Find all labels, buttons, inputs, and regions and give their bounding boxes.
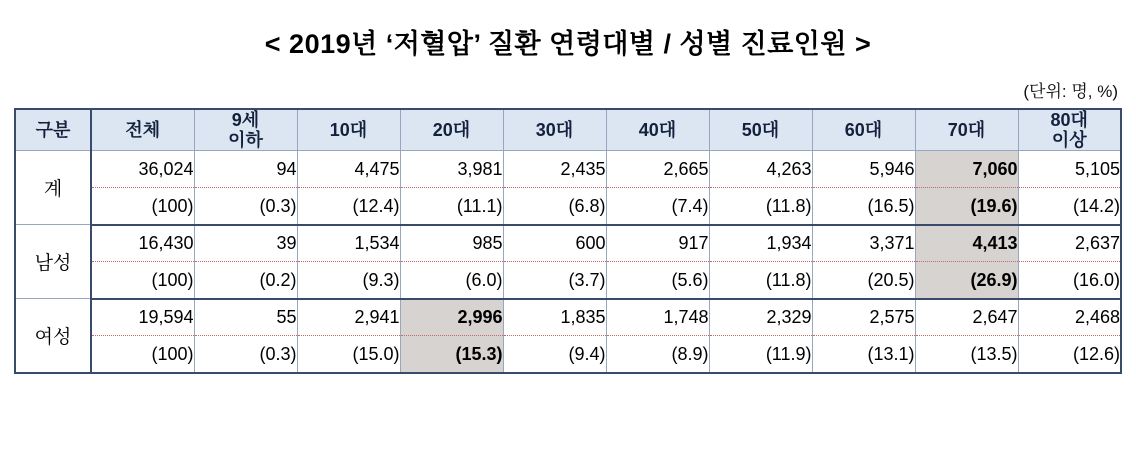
cell-percent: (11.8) [709, 188, 812, 225]
header-line-1: 9세 [231, 110, 260, 130]
cell-percent: (16.0) [1018, 262, 1121, 299]
column-header-80s-plus [1018, 109, 1121, 151]
cell-count: 55 [194, 299, 297, 336]
cell-percent: (15.0) [297, 336, 400, 373]
cell-count: 1,748 [606, 299, 709, 336]
cell-count: 2,435 [503, 151, 606, 188]
cell-percent: (5.6) [606, 262, 709, 299]
cell-percent: (0.3) [194, 336, 297, 373]
row-label-female: 여성 [15, 299, 91, 373]
cell-percent-highlight: (26.9) [915, 262, 1018, 299]
cell-percent: (12.4) [297, 188, 400, 225]
cell-count: 1,835 [503, 299, 606, 336]
column-header-40s [606, 109, 709, 151]
cell-count-highlight: 4,413 [915, 225, 1018, 262]
table-row [15, 336, 1121, 373]
cell-percent: (12.6) [1018, 336, 1121, 373]
header-line-1: 40대 [638, 120, 677, 141]
cell-count: 600 [503, 225, 606, 262]
cell-percent: (0.2) [194, 262, 297, 299]
table-container [0, 108, 1136, 374]
document-page [0, 22, 1136, 457]
header-line-2: 이하 [228, 130, 263, 151]
cell-percent-highlight: (19.6) [915, 188, 1018, 225]
cell-percent: (11.9) [709, 336, 812, 373]
unit-note: (단위: 명, %) [1023, 82, 1118, 101]
cell-count: 94 [194, 151, 297, 188]
column-header-50s [709, 109, 812, 151]
cell-percent: (7.4) [606, 188, 709, 225]
cell-count: 4,475 [297, 151, 400, 188]
header-line-1: 20대 [432, 120, 471, 141]
cell-count: 36,024 [91, 151, 194, 188]
header-line-1: 50대 [741, 120, 780, 141]
row-label-male: 남성 [15, 225, 91, 299]
cell-percent: (100) [91, 262, 194, 299]
header-line-1: 70대 [947, 120, 986, 141]
column-header-70s [915, 109, 1018, 151]
cell-percent: (8.9) [606, 336, 709, 373]
cell-percent: (9.3) [297, 262, 400, 299]
column-header-under-9 [194, 109, 297, 151]
cell-percent: (100) [91, 188, 194, 225]
header-line-1: 60대 [844, 120, 883, 141]
cell-percent: (100) [91, 336, 194, 373]
table-row [15, 188, 1121, 225]
statistics-table [14, 108, 1122, 374]
cell-count: 2,941 [297, 299, 400, 336]
cell-percent: (16.5) [812, 188, 915, 225]
cell-percent: (9.4) [503, 336, 606, 373]
table-row [15, 299, 1121, 336]
cell-count: 2,329 [709, 299, 812, 336]
cell-percent: (14.2) [1018, 188, 1121, 225]
cell-count: 16,430 [91, 225, 194, 262]
header-line-1: 30대 [535, 120, 574, 141]
table-row [15, 225, 1121, 262]
cell-count: 2,665 [606, 151, 709, 188]
cell-percent: (11.8) [709, 262, 812, 299]
cell-percent: (13.5) [915, 336, 1018, 373]
header-line-1: 80대 [1050, 110, 1088, 130]
column-header-30s [503, 109, 606, 151]
table-body [15, 151, 1121, 373]
header-line-2: 이상 [1051, 130, 1087, 151]
cell-percent: (3.7) [503, 262, 606, 299]
cell-count-highlight: 2,996 [400, 299, 503, 336]
table-row [15, 262, 1121, 299]
cell-count: 917 [606, 225, 709, 262]
cell-percent: (13.1) [812, 336, 915, 373]
cell-count: 5,946 [812, 151, 915, 188]
cell-percent-highlight: (15.3) [400, 336, 503, 373]
column-header-10s [297, 109, 400, 151]
cell-count: 2,575 [812, 299, 915, 336]
cell-percent: (0.3) [194, 188, 297, 225]
cell-count: 2,468 [1018, 299, 1121, 336]
cell-percent: (6.8) [503, 188, 606, 225]
column-header-gubun [15, 109, 91, 151]
cell-count: 2,647 [915, 299, 1018, 336]
cell-count: 2,637 [1018, 225, 1121, 262]
table-header [15, 109, 1121, 151]
header-line-1: 전체 [125, 120, 161, 141]
cell-count: 4,263 [709, 151, 812, 188]
cell-percent: (11.1) [400, 188, 503, 225]
header-line-1: 10대 [329, 120, 368, 141]
cell-count: 5,105 [1018, 151, 1121, 188]
column-header-total [91, 109, 194, 151]
table-row [15, 151, 1121, 188]
cell-percent: (20.5) [812, 262, 915, 299]
header-row [15, 109, 1121, 151]
cell-count: 3,371 [812, 225, 915, 262]
cell-count: 985 [400, 225, 503, 262]
cell-count: 3,981 [400, 151, 503, 188]
cell-count-highlight: 7,060 [915, 151, 1018, 188]
page-title: < 2019년 ‘저혈압’ 질환 연령대별 / 성별 진료인원 > [264, 29, 872, 59]
column-header-20s [400, 109, 503, 151]
column-header-60s [812, 109, 915, 151]
cell-percent: (6.0) [400, 262, 503, 299]
cell-count: 19,594 [91, 299, 194, 336]
cell-count: 1,934 [709, 225, 812, 262]
row-label-total: 계 [15, 151, 91, 225]
cell-count: 39 [194, 225, 297, 262]
cell-count: 1,534 [297, 225, 400, 262]
header-line-1: 구분 [35, 120, 71, 141]
